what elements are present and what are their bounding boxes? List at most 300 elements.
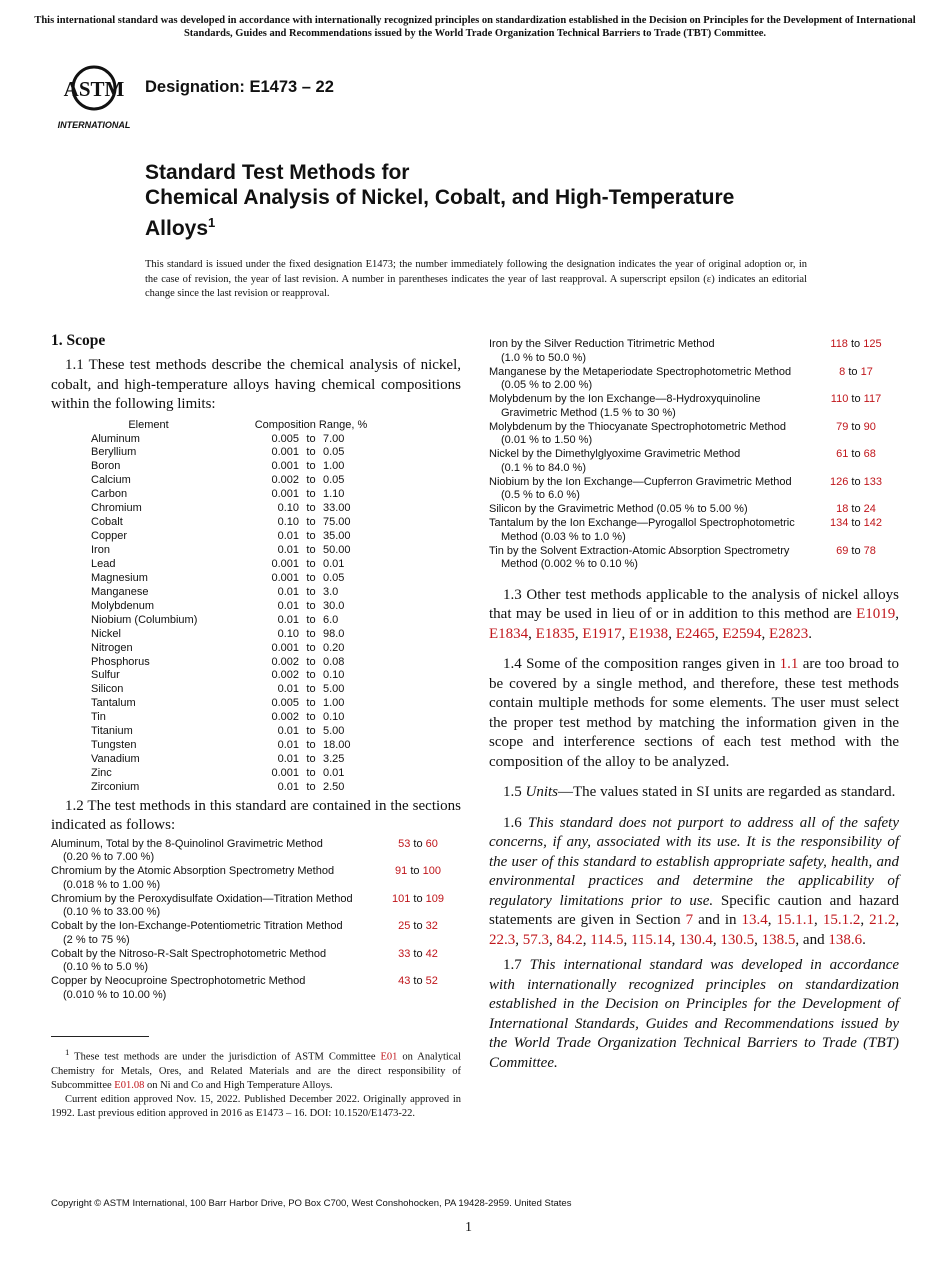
method-range: (0.01 % to 1.50 %) (501, 434, 593, 446)
range-high: 7.00 (323, 432, 345, 445)
section-to: to (851, 544, 861, 557)
element-name: Sulfur (91, 669, 120, 682)
range-low: 0.005 (271, 432, 299, 445)
astm-logo (52, 60, 136, 132)
range-high: 3.0 (323, 585, 339, 598)
section-list-item (51, 865, 461, 892)
range-high: 35.00 (323, 530, 351, 543)
standard-ref-link[interactable]: E1834 (489, 625, 529, 642)
col-head-range: Composition Range, % (254, 418, 368, 431)
table-row (51, 572, 461, 586)
section-link-to[interactable]: 133 (863, 475, 883, 488)
para-1-7-em: This international standard was developed in accordance with internationally recognized principles on standardization established in the Decision on Principles for the Development of International Standards, Guides and Recommendations issued by the World Trade Organization Technical Barriers to Trade (TBT) Committee. (489, 957, 900, 1071)
range-low: 0.10 (277, 516, 299, 529)
section-link-to[interactable]: 109 (425, 892, 445, 905)
para-1-7 (489, 956, 899, 1073)
range-low: 0.002 (271, 474, 299, 487)
range-high: 33.00 (323, 502, 351, 515)
method-name: Chromium by the Atomic Absorption Spectrometry Method (51, 865, 335, 878)
para-1-3 (489, 586, 899, 645)
method-range: (0.10 % to 33.00 %) (63, 906, 161, 919)
range-high: 0.01 (323, 767, 345, 779)
table-row (51, 502, 461, 516)
section-link-from[interactable]: 18 (836, 503, 849, 515)
range-to: to (306, 474, 316, 487)
table-row (51, 642, 461, 656)
standard-ref-link[interactable]: E2823 (769, 625, 809, 642)
element-name: Manganese (91, 585, 149, 598)
range-to: to (306, 488, 316, 501)
section-to: to (851, 338, 861, 350)
astm-logo-mark (56, 67, 132, 130)
section-range (375, 948, 461, 975)
table-row (51, 614, 461, 628)
copyright: Copyright © ASTM International, 100 Barr Harbor Drive, PO Box C700, West Conshohocken, PA 19428-2959. United States (51, 1198, 572, 1209)
section-method (489, 366, 813, 393)
range-high: 0.05 (323, 474, 345, 487)
range-high: 2.50 (323, 780, 345, 793)
element-name: Zirconium (91, 780, 140, 793)
section-to: to (413, 837, 423, 850)
range-low: 0.01 (277, 544, 299, 556)
section-range (375, 893, 461, 920)
sections-list-left (51, 838, 461, 1003)
section-range (813, 517, 899, 544)
section-method (51, 975, 375, 1002)
standard-ref-link[interactable]: E1019 (856, 606, 896, 622)
section-range (375, 920, 461, 947)
element-name: Nickel (91, 627, 121, 640)
ref-link-1-1[interactable]: 1.1 (779, 656, 799, 672)
section-heading-scope: 1. Scope (51, 332, 106, 349)
range-to: to (306, 613, 316, 626)
section-ref-link[interactable]: 114.5 (590, 931, 624, 948)
element-name: Titanium (91, 725, 133, 738)
method-range: Method (0.002 % to 0.10 %) (501, 558, 638, 570)
title-line-1: Standard Test Methods for (145, 161, 410, 184)
range-high: 50.00 (323, 544, 351, 556)
range-low: 0.001 (271, 557, 299, 570)
para-1-7-num: 1.7 (503, 957, 522, 973)
section-list-item (489, 338, 899, 365)
section-list-item (51, 920, 461, 947)
section-range (813, 338, 899, 365)
section-link-to[interactable]: 24 (863, 503, 876, 515)
section-link-to[interactable]: 60 (425, 837, 438, 850)
range-high: 6.0 (323, 613, 339, 626)
method-range: Method (0.03 % to 1.0 %) (501, 530, 626, 543)
range-to: to (306, 725, 316, 738)
range-to: to (306, 683, 316, 696)
section-list-item (51, 975, 461, 1002)
range-to: to (306, 669, 316, 682)
element-name: Carbon (91, 488, 128, 501)
range-high: 0.01 (323, 557, 345, 570)
title-line-3: Alloys (145, 217, 209, 240)
range-low: 0.01 (277, 780, 299, 793)
element-name: Cobalt (91, 516, 123, 529)
logo-text: ASTM (63, 77, 125, 101)
range-high: 3.25 (323, 753, 345, 766)
range-high: 0.10 (323, 711, 345, 724)
element-name: Zinc (91, 767, 112, 779)
range-low: 0.001 (271, 767, 299, 779)
section-ref-link[interactable]: 22.3 (489, 931, 516, 948)
method-range: (0.10 % to 5.0 %) (63, 961, 148, 974)
range-low: 0.001 (271, 571, 299, 584)
section-link-from[interactable]: 69 (836, 544, 849, 557)
section-range (813, 545, 899, 572)
section-ref-link[interactable]: 84.2 (556, 931, 583, 948)
section-ref-link[interactable]: 130.4 (679, 931, 713, 948)
range-low: 0.01 (277, 613, 299, 626)
section-ref-link[interactable]: 13.4 (741, 912, 768, 928)
section-ref-link[interactable]: 57.3 (522, 931, 549, 948)
range-high: 0.08 (323, 655, 345, 668)
table-row (51, 446, 461, 460)
element-name: Beryllium (91, 446, 137, 459)
col-head-element: Element (128, 418, 169, 431)
para-1-3-text: 1.3 Other test methods applicable to the analysis of nickel alloys that may be used in lieu of or in addition to this method are (489, 586, 899, 622)
section-link-to[interactable]: 68 (863, 448, 876, 460)
element-name: Tantalum (91, 697, 136, 710)
composition-table (51, 419, 461, 795)
section-range (813, 366, 899, 393)
range-to: to (306, 460, 316, 473)
section-link-from[interactable]: 101 (391, 892, 411, 905)
sections-list-right (489, 338, 899, 572)
method-range: (0.018 % to 1.00 %) (63, 878, 161, 891)
section-method (51, 865, 375, 892)
table-row (51, 725, 461, 739)
footnote (51, 1045, 461, 1121)
range-to: to (306, 530, 316, 543)
element-name: Phosphorus (91, 655, 150, 668)
section-list-item (51, 838, 461, 865)
method-name: Nickel by the Dimethylglyoxime Gravimetric Method (489, 448, 741, 460)
method-range: (0.1 % to 84.0 %) (501, 461, 586, 474)
footnote-2: Current edition approved Nov. 15, 2022. Published December 2022. Originally approved in 1992. Last previous edition approved in 2016 as E1473 – 16. DOI: 10.1520/E1473-22. (51, 1093, 461, 1119)
section-link-from[interactable]: 110 (830, 393, 849, 405)
range-high: 0.05 (323, 446, 345, 459)
section-method (489, 393, 813, 420)
section-link-from[interactable]: 79 (836, 420, 849, 433)
section-range (813, 393, 899, 420)
range-low: 0.001 (271, 641, 299, 654)
para-1-6-and-in: and in (698, 912, 737, 928)
footnote-rule (51, 1036, 149, 1037)
element-name: Nitrogen (91, 641, 133, 654)
section-list-item (51, 948, 461, 975)
section-ref-link[interactable]: 15.1.1 (776, 912, 815, 928)
ref-link-e01[interactable]: E01 (380, 1051, 398, 1063)
table-row (51, 711, 461, 725)
range-to: to (306, 753, 316, 766)
range-to: to (306, 739, 316, 752)
range-high: 98.0 (323, 627, 345, 640)
range-high: 30.0 (323, 599, 345, 612)
section-ref-link[interactable]: 15.1.2 (822, 912, 861, 928)
section-range (813, 448, 899, 475)
document-title (145, 160, 845, 241)
para-1-4-post: are too broad to be covered by a single method, and therefore, these test methods contain multiple methods for some elements. The user must select the proper test method by matching the information given in the scope and interference sections of each test method with the composition of the alloy to be analyzed. (489, 656, 900, 770)
range-to: to (306, 711, 316, 724)
table-row (51, 516, 461, 530)
section-link-from[interactable]: 25 (398, 920, 411, 933)
footnote-mark: 1 (65, 1047, 70, 1057)
method-name: Iron by the Silver Reduction Titrimetric Method (489, 338, 715, 350)
tbt-notice: This international standard was developed in accordance with internationally recognized principles on standardization established in the Decision on Principles for the Development of International Standards, Guides and Recommendations issued by the World Trade Organization Technical Barriers to Trade (TBT) Committee. (34, 15, 916, 39)
range-to: to (306, 557, 316, 570)
section-link-from[interactable]: 134 (829, 517, 849, 529)
range-to: to (306, 432, 316, 445)
range-to: to (306, 502, 316, 515)
section-link-from[interactable]: 43 (398, 975, 411, 988)
element-name: Copper (91, 530, 128, 543)
section-list-item (489, 421, 899, 448)
section-link-from[interactable]: 33 (398, 947, 411, 960)
range-to: to (306, 544, 316, 556)
section-link-to[interactable]: 100 (422, 865, 441, 878)
para-1-6-refs: 13.4, 15.1.1, 15.1.2, 21.2, 22.3, 57.3, 84.2, 114.5, 115.14, 130.4, 130.5, 138.5, and 138.6. (489, 912, 900, 948)
method-range: (1.0 % to 50.0 %) (501, 351, 586, 364)
table-row (51, 697, 461, 711)
right-column (489, 338, 899, 1073)
section-method (489, 503, 813, 517)
section-to: to (851, 517, 861, 529)
section-link-to[interactable]: 90 (863, 420, 876, 433)
element-name: Calcium (91, 474, 131, 487)
para-1-5-num: 1.5 (503, 784, 522, 800)
section-link-to[interactable]: 42 (425, 947, 438, 960)
section-list-item (489, 503, 899, 517)
range-low: 0.01 (277, 530, 299, 543)
section-link-to[interactable]: 142 (863, 517, 883, 529)
range-low: 0.10 (277, 627, 299, 640)
footnote-1-text-c: on Ni and Co and High Temperature Alloys. (146, 1079, 333, 1091)
section-to: to (413, 892, 423, 905)
section-range (375, 975, 461, 1002)
range-to: to (306, 599, 316, 612)
table-row (51, 781, 461, 795)
section-range (813, 421, 899, 448)
section-method (51, 838, 375, 865)
element-name: Niobium (Columbium) (91, 613, 198, 626)
footnote-1-text-b: on Analytical Chemistry for Metals, Ores, and Related Materials and are the direct responsibility of Subcommittee (51, 1051, 462, 1091)
section-ref-link[interactable]: 115.14 (630, 931, 672, 948)
table-row (51, 628, 461, 642)
range-low: 0.001 (271, 488, 299, 501)
section-to: to (851, 420, 861, 433)
method-name: Silicon by the Gravimetric Method (0.05 % to 5.00 %) (489, 503, 748, 515)
section-ref-link[interactable]: 130.5 (720, 931, 755, 948)
element-name: Boron (91, 460, 121, 473)
range-low: 0.001 (271, 460, 299, 473)
method-name: Niobium by the Ion Exchange—Cupferron Gravimetric Method (489, 475, 792, 488)
ref-link-section-7[interactable]: 7 (685, 912, 694, 928)
para-1-6-num: 1.6 (503, 814, 522, 831)
range-to: to (306, 697, 316, 710)
range-low: 0.01 (277, 585, 299, 598)
range-low: 0.005 (271, 697, 299, 710)
section-link-from[interactable]: 53 (398, 837, 411, 850)
section-link-to[interactable]: 78 (863, 544, 876, 557)
range-high: 0.10 (323, 669, 345, 682)
range-low: 0.10 (277, 502, 299, 515)
standard-ref-link[interactable]: E1938 (629, 625, 669, 642)
range-high: 5.00 (323, 683, 345, 696)
method-name: Molybdenum by the Ion Exchange—8-Hydroxyquinoline (489, 393, 761, 405)
section-method (489, 545, 813, 572)
section-to: to (851, 503, 861, 515)
section-range (813, 476, 899, 503)
para-1-6-text: Specific caution and hazard statements are given in Section (489, 892, 899, 928)
range-low: 0.01 (277, 683, 299, 696)
section-link-from[interactable]: 8 (839, 365, 846, 378)
range-low: 0.01 (277, 739, 299, 752)
section-method (489, 448, 813, 475)
section-list-item (489, 517, 899, 544)
range-to: to (306, 446, 316, 459)
section-link-from[interactable]: 91 (395, 865, 408, 878)
method-name: Tantalum by the Ion Exchange—Pyrogallol Spectrophotometric (489, 517, 795, 529)
title-line-2: Chemical Analysis of Nickel, Cobalt, and High-Temperature (145, 186, 735, 209)
section-link-from[interactable]: 118 (830, 338, 848, 350)
range-to: to (306, 627, 316, 640)
range-low: 0.002 (271, 655, 299, 668)
table-row (51, 474, 461, 488)
section-ref-link[interactable]: 21.2 (869, 912, 896, 928)
method-range: (0.010 % to 10.00 %) (63, 988, 167, 1001)
standard-ref-link[interactable]: E1835 (535, 625, 575, 642)
method-name: Chromium by the Peroxydisulfate Oxidation—Titration Method (51, 892, 353, 905)
element-name: Lead (91, 557, 116, 570)
section-list-item (489, 448, 899, 475)
element-name: Tungsten (91, 739, 137, 752)
designation: Designation: E1473 – 22 (145, 78, 334, 96)
method-name: Cobalt by the Ion-Exchange-Potentiometric Titration Method (51, 920, 343, 933)
section-method (489, 338, 813, 365)
section-method (51, 948, 375, 975)
para-1-2: 1.2 The test methods in this standard are contained in the sections indicated as follows: (51, 797, 461, 834)
composition-rows (51, 433, 461, 795)
section-link-from[interactable]: 126 (829, 475, 849, 488)
element-name: Silicon (91, 683, 124, 696)
table-row (51, 600, 461, 614)
para-1-6-em: This standard does not purport to address all of the safety concerns, if any, associated with its use. It is the responsibility of the user of this standard to establish appropriate safety, health, and environmental practices and determine the applicability of regulatory limitations prior to use. (489, 814, 900, 909)
method-range: (0.5 % to 6.0 %) (501, 489, 580, 501)
method-range: (2 % to 75 %) (63, 933, 130, 946)
left-column (51, 332, 461, 1003)
para-1-5 (489, 783, 899, 803)
section-range (375, 838, 461, 865)
section-method (51, 920, 375, 947)
element-name: Aluminum (91, 432, 140, 445)
footnote-1 (51, 1045, 461, 1093)
ref-link-e01-08[interactable]: E01.08 (114, 1079, 145, 1091)
table-row (51, 488, 461, 502)
section-method (51, 893, 375, 920)
footnote-1-text-a: These test methods are under the jurisdiction of ASTM Committee (74, 1051, 376, 1063)
section-link-to[interactable]: 117 (863, 393, 882, 405)
standard-ref-link[interactable]: E2594 (722, 625, 762, 642)
para-1-5-text: —The values stated in SI units are regarded as standard. (558, 784, 896, 800)
range-high: 0.05 (323, 571, 345, 584)
section-list-item (51, 893, 461, 920)
range-high: 5.00 (323, 725, 345, 738)
method-name: Tin by the Solvent Extraction-Atomic Absorption Spectrometry (489, 544, 790, 557)
table-row (51, 669, 461, 683)
method-name: Copper by Neocuproine Spectrophotometric Method (51, 975, 306, 988)
method-range: (0.05 % to 2.00 %) (501, 379, 593, 391)
page-number: 1 (465, 1220, 472, 1235)
method-name: Cobalt by the Nitroso-R-Salt Spectrophotometric Method (51, 947, 327, 960)
section-to: to (410, 865, 420, 878)
issued-note: This standard is issued under the fixed designation E1473; the number immediately following the designation indicates the year of original adoption or, in the case of revision, the year of last revision. A number in parentheses indicates the year of last reapproval. A superscript epsilon (ε) indicates an editorial change since the last revision or reapproval. (145, 259, 807, 299)
section-range (375, 865, 461, 892)
range-high: 1.00 (323, 697, 345, 710)
section-range (813, 503, 899, 517)
section-ref-link[interactable]: 138.6 (828, 931, 863, 948)
table-row (51, 433, 461, 447)
section-list-item (489, 366, 899, 393)
section-list-item (489, 545, 899, 572)
section-ref-link[interactable]: 138.5 (761, 931, 796, 948)
section-method (489, 517, 813, 544)
range-to: to (306, 655, 316, 668)
standard-ref-link[interactable]: E1917 (582, 625, 622, 642)
para-1-4-pre: 1.4 Some of the composition ranges given in (503, 656, 776, 672)
range-low: 0.002 (271, 669, 299, 682)
element-name: Magnesium (91, 571, 148, 584)
table-row (51, 656, 461, 670)
para-1-5-em: Units (525, 784, 559, 800)
section-link-from[interactable]: 61 (836, 448, 849, 460)
range-low: 0.01 (277, 725, 299, 738)
table-row (51, 558, 461, 572)
table-row (51, 530, 461, 544)
para-1-3-refs: E1019, E1834, E1835, E1917, E1938, E2465, E2594, E2823. (489, 606, 900, 642)
section-to: to (413, 947, 423, 960)
composition-table-header (51, 419, 461, 433)
section-link-to[interactable]: 32 (425, 920, 438, 933)
section-method (489, 476, 813, 503)
element-name: Iron (91, 544, 110, 556)
range-to: to (306, 780, 316, 793)
range-low: 0.01 (277, 753, 299, 766)
range-to: to (306, 571, 316, 584)
range-to: to (306, 641, 316, 654)
range-low: 0.002 (271, 711, 299, 724)
standard-ref-link[interactable]: E2465 (675, 625, 715, 642)
range-to: to (306, 767, 316, 779)
range-to: to (306, 516, 316, 529)
method-name: Molybdenum by the Thiocyanate Spectrophotometric Method (489, 420, 786, 433)
range-high: 18.00 (323, 739, 351, 752)
element-name: Tin (91, 711, 106, 724)
element-name: Molybdenum (91, 599, 154, 612)
section-link-to[interactable]: 52 (425, 975, 438, 988)
range-high: 0.20 (323, 641, 345, 654)
para-1-1: 1.1 These test methods describe the chemical analysis of nickel, cobalt, and high-temperature alloys having chemical compositions within the following limits: (51, 357, 461, 412)
section-list-item (489, 476, 899, 503)
range-high: 1.10 (323, 488, 345, 501)
range-low: 0.01 (277, 599, 299, 612)
method-name: Aluminum, Total by the 8-Quinolinol Gravimetric Method (51, 837, 323, 850)
section-to: to (413, 920, 423, 933)
section-link-to[interactable]: 17 (860, 365, 873, 378)
section-link-to[interactable]: 125 (863, 338, 882, 350)
